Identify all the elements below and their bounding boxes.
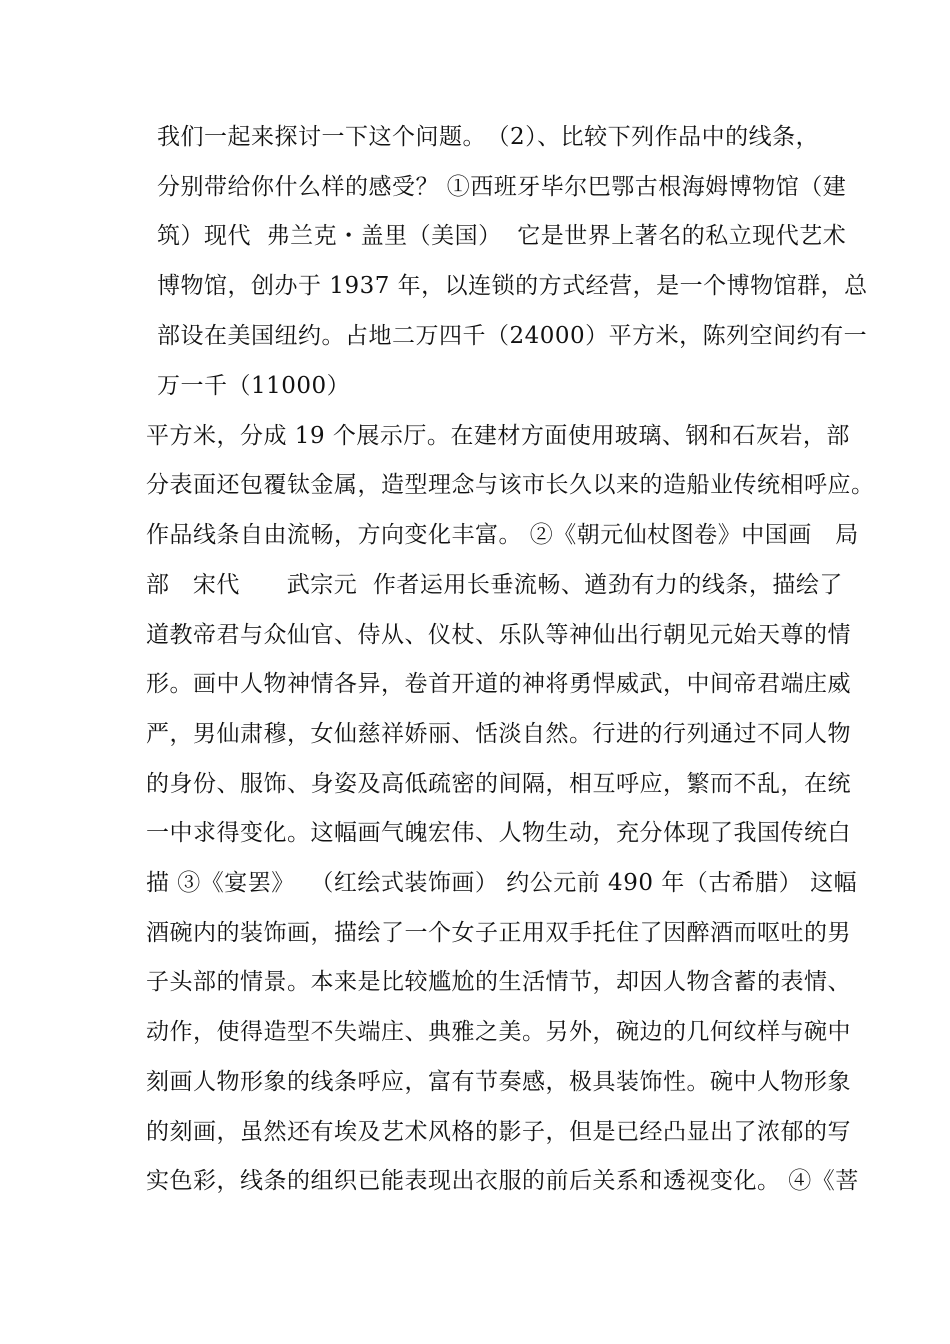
text-line: 描 ③《宴罢》 （红绘式装饰画） 约公元前 490 年（古希腊） 这幅 <box>146 870 858 896</box>
text-line: 部 宋代 武宗元 作者运用长垂流畅、遒劲有力的线条，描绘了 <box>146 572 843 598</box>
text-line: 万一千（11000） <box>157 373 351 399</box>
text-line: 道教帝君与众仙官、侍从、仪杖、乐队等神仙出行朝见元始天尊的情 <box>146 622 851 648</box>
text-line: 的刻画，虽然还有埃及艺术风格的影子，但是已经凸显出了浓郁的写 <box>146 1119 851 1145</box>
text-line: 分表面还包覆钛金属，造型理念与该市长久以来的造船业传统相呼应。 <box>146 472 875 498</box>
text-line: 我们一起来探讨一下这个问题。 （2）、比较下列作品中的线条， <box>157 124 820 150</box>
text-line: 刻画人物形象的线条呼应，富有节奏感，极具装饰性。碗中人物形象 <box>146 1069 851 1095</box>
text-line: 严，男仙肃穆，女仙慈祥娇丽、恬淡自然。行进的行列通过不同人物 <box>146 721 851 747</box>
text-line: 动作，使得造型不失端庄、典雅之美。另外，碗边的几何纹样与碗中 <box>146 1019 851 1045</box>
text-line: 形。画中人物神情各异，卷首开道的神将勇悍威武，中间帝君端庄威 <box>146 671 851 697</box>
text-line: 筑）现代 弗兰克・盖里（美国） 它是世界上著名的私立现代艺术 <box>157 223 847 249</box>
text-line: 一中求得变化。这幅画气魄宏伟、人物生动，充分体现了我国传统白 <box>146 820 851 846</box>
text-line: 平方米，分成 19 个展示厅。在建材方面使用玻璃、钢和石灰岩，部 <box>146 423 850 449</box>
text-line: 酒碗内的装饰画，描绘了一个女子正用双手托住了因醉酒而呕吐的男 <box>146 920 851 946</box>
text-line: 的身份、服饰、身姿及高低疏密的间隔，相互呼应，繁而不乱，在统 <box>146 771 851 797</box>
text-line: 实色彩，线条的组织已能表现出衣服的前后关系和透视变化。 ④《菩 <box>146 1168 859 1194</box>
text-line: 部设在美国纽约。占地二万四千（24000）平方米，陈列空间约有一 <box>157 323 868 349</box>
text-line: 作品线条自由流畅，方向变化丰富。 ②《朝元仙杖图卷》中国画 局 <box>146 522 859 548</box>
text-line: 分别带给你什么样的感受？ ①西班牙毕尔巴鄂古根海姆博物馆（建 <box>157 174 847 200</box>
text-line: 博物馆，创办于 1937 年，以连锁的方式经营，是一个博物馆群，总 <box>157 273 868 299</box>
text-line: 子头部的情景。本来是比较尴尬的生活情节，却因人物含蓄的表情、 <box>146 969 851 995</box>
